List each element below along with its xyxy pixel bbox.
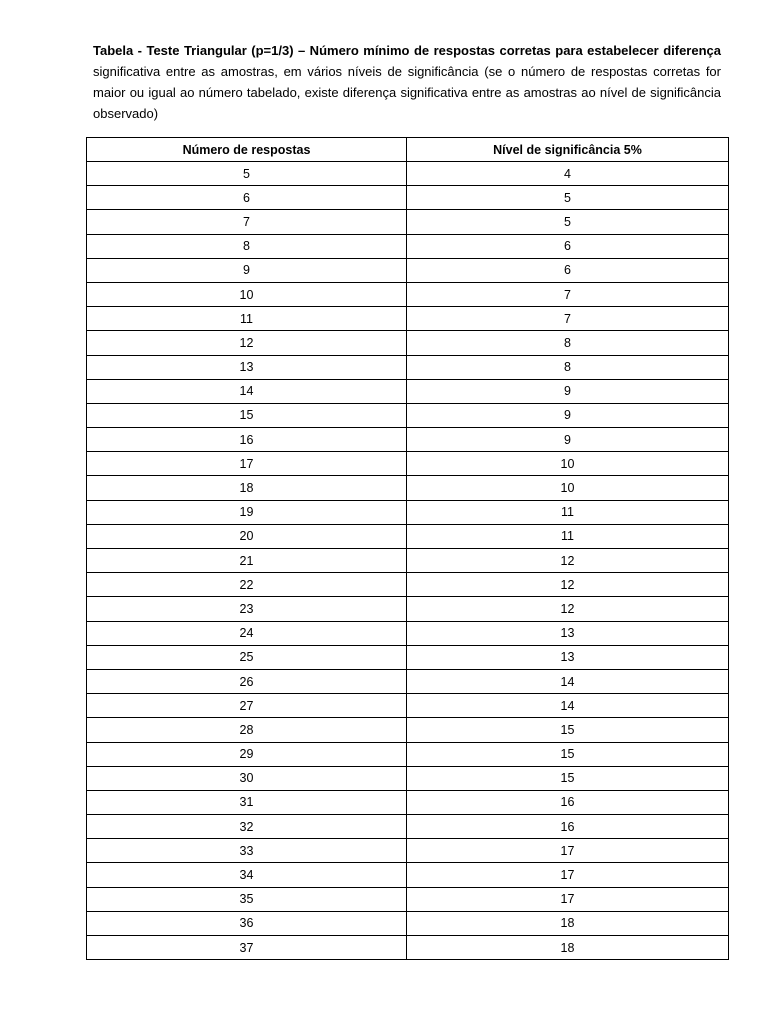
cell-number-of-responses: 35	[87, 887, 407, 911]
cell-number-of-responses: 37	[87, 936, 407, 960]
table-row	[87, 500, 729, 524]
cell-minimum-correct: 8	[407, 355, 729, 379]
table-row	[87, 790, 729, 814]
table-row	[87, 331, 729, 355]
table-row	[87, 258, 729, 282]
table-row	[87, 766, 729, 790]
cell-minimum-correct: 16	[407, 815, 729, 839]
cell-number-of-responses: 19	[87, 500, 407, 524]
table-row	[87, 379, 729, 403]
table-row	[87, 403, 729, 427]
table-row	[87, 815, 729, 839]
cell-number-of-responses: 6	[87, 186, 407, 210]
cell-number-of-responses: 32	[87, 815, 407, 839]
cell-minimum-correct: 9	[407, 403, 729, 427]
caption-description: significativa entre as amostras, em vários níveis de significância (se o número de respostas corretas for maior ou igual ao número tabelado, existe diferença significativa entre as amostras ao nível de significância observado)	[93, 64, 721, 121]
significance-table	[86, 137, 729, 960]
cell-minimum-correct: 17	[407, 839, 729, 863]
table-row	[87, 307, 729, 331]
cell-number-of-responses: 22	[87, 573, 407, 597]
table-row	[87, 645, 729, 669]
cell-number-of-responses: 28	[87, 718, 407, 742]
table-row	[87, 936, 729, 960]
cell-number-of-responses: 30	[87, 766, 407, 790]
cell-minimum-correct: 5	[407, 186, 729, 210]
table-row	[87, 355, 729, 379]
cell-minimum-correct: 6	[407, 258, 729, 282]
table-row	[87, 186, 729, 210]
cell-number-of-responses: 8	[87, 234, 407, 258]
table-row	[87, 669, 729, 693]
cell-minimum-correct: 7	[407, 307, 729, 331]
cell-number-of-responses: 25	[87, 645, 407, 669]
table-header-row	[87, 138, 729, 162]
cell-number-of-responses: 26	[87, 669, 407, 693]
table-row	[87, 476, 729, 500]
table-row	[87, 210, 729, 234]
cell-minimum-correct: 6	[407, 234, 729, 258]
cell-number-of-responses: 5	[87, 162, 407, 186]
cell-number-of-responses: 31	[87, 790, 407, 814]
cell-minimum-correct: 17	[407, 887, 729, 911]
cell-number-of-responses: 17	[87, 452, 407, 476]
cell-minimum-correct: 18	[407, 911, 729, 935]
table-row	[87, 718, 729, 742]
cell-minimum-correct: 11	[407, 500, 729, 524]
cell-number-of-responses: 33	[87, 839, 407, 863]
table-row	[87, 162, 729, 186]
table-row	[87, 234, 729, 258]
cell-minimum-correct: 15	[407, 766, 729, 790]
cell-minimum-correct: 18	[407, 936, 729, 960]
cell-minimum-correct: 16	[407, 790, 729, 814]
table-caption	[93, 40, 721, 124]
cell-minimum-correct: 17	[407, 863, 729, 887]
table-row	[87, 428, 729, 452]
cell-minimum-correct: 12	[407, 549, 729, 573]
cell-minimum-correct: 12	[407, 573, 729, 597]
cell-number-of-responses: 13	[87, 355, 407, 379]
cell-number-of-responses: 10	[87, 282, 407, 306]
cell-minimum-correct: 13	[407, 621, 729, 645]
table-row	[87, 524, 729, 548]
cell-number-of-responses: 9	[87, 258, 407, 282]
cell-number-of-responses: 11	[87, 307, 407, 331]
cell-number-of-responses: 7	[87, 210, 407, 234]
table-row	[87, 911, 729, 935]
cell-minimum-correct: 13	[407, 645, 729, 669]
cell-minimum-correct: 7	[407, 282, 729, 306]
header-number-of-responses: Número de respostas	[87, 138, 407, 162]
cell-minimum-correct: 15	[407, 718, 729, 742]
cell-minimum-correct: 14	[407, 669, 729, 693]
cell-number-of-responses: 21	[87, 549, 407, 573]
table-row	[87, 742, 729, 766]
table-row	[87, 597, 729, 621]
cell-minimum-correct: 9	[407, 379, 729, 403]
table-row	[87, 573, 729, 597]
cell-number-of-responses: 14	[87, 379, 407, 403]
cell-number-of-responses: 34	[87, 863, 407, 887]
cell-minimum-correct: 10	[407, 452, 729, 476]
cell-minimum-correct: 5	[407, 210, 729, 234]
cell-number-of-responses: 12	[87, 331, 407, 355]
table-row	[87, 694, 729, 718]
cell-number-of-responses: 29	[87, 742, 407, 766]
cell-number-of-responses: 18	[87, 476, 407, 500]
table-row	[87, 452, 729, 476]
cell-minimum-correct: 8	[407, 331, 729, 355]
cell-minimum-correct: 10	[407, 476, 729, 500]
table-row	[87, 282, 729, 306]
cell-minimum-correct: 9	[407, 428, 729, 452]
cell-minimum-correct: 12	[407, 597, 729, 621]
cell-number-of-responses: 20	[87, 524, 407, 548]
cell-number-of-responses: 16	[87, 428, 407, 452]
cell-number-of-responses: 36	[87, 911, 407, 935]
cell-minimum-correct: 14	[407, 694, 729, 718]
table-row	[87, 549, 729, 573]
header-significance-level: Nível de significância 5%	[407, 138, 729, 162]
cell-minimum-correct: 4	[407, 162, 729, 186]
cell-number-of-responses: 15	[87, 403, 407, 427]
table-row	[87, 863, 729, 887]
table-row	[87, 621, 729, 645]
table-row	[87, 839, 729, 863]
table-body	[87, 162, 729, 960]
caption-title: Tabela - Teste Triangular (p=1/3) – Número mínimo de respostas corretas para estabelecer diferença	[93, 43, 721, 58]
cell-minimum-correct: 15	[407, 742, 729, 766]
cell-number-of-responses: 27	[87, 694, 407, 718]
cell-minimum-correct: 11	[407, 524, 729, 548]
cell-number-of-responses: 24	[87, 621, 407, 645]
cell-number-of-responses: 23	[87, 597, 407, 621]
table-row	[87, 887, 729, 911]
